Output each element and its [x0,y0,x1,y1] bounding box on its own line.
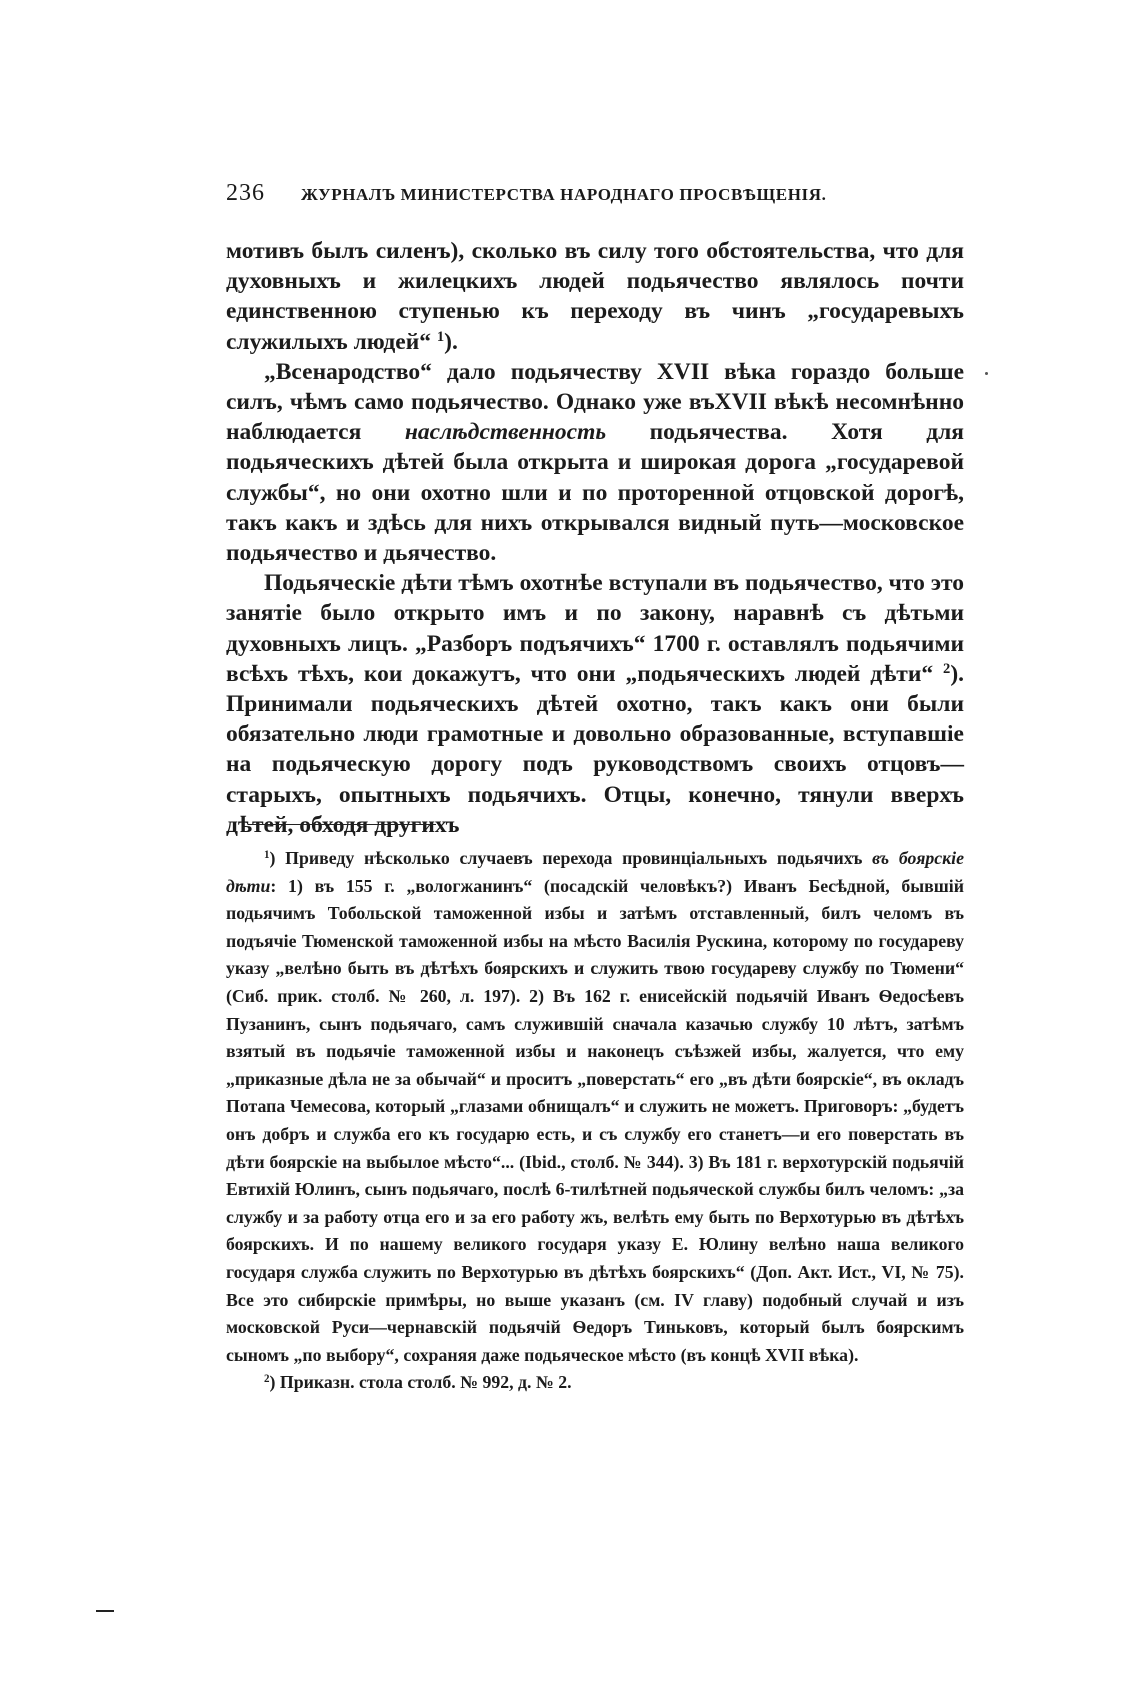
footnote-1-mark: 1 [264,848,270,861]
margin-speck [985,372,988,375]
footnote-1-emphasis: въ боярскіе дѣти [226,848,964,896]
footnote-1-text-a: ) Приведу нѣсколько случаевъ перехода провинціальныхъ подьячихъ [269,848,863,868]
footnote-1-text-b: : 1) въ 155 г. „вологжанинъ“ (посадскій человѣкъ?) Иванъ Бесѣдной, бывшій подьячимъ Тобольской таможенной избы и затѣмъ отставленный, билъ челомъ въ подъячіе Тюменской таможенной избы на мѣсто Василія Рускина, которому по государеву указу „велѣно быть въ дѣтѣхъ боярскихъ и служить твою государеву службу по Тюмени“ (Сиб. прик. столб. № 260, л. 197). 2) Въ 162 г. енисейскій подьячій Иванъ Ѳедосѣевъ Пузанинъ, сынъ подьячаго, самъ служившій сначала казачью службу 10 лѣтъ, затѣмъ взятый въ подьячіе таможенной избы и наконецъ съѣзжей избы, жалуется, что ему „приказные дѣла не за обычай“ и проситъ „поверстать“ его „въ дѣти боярскіе“, въ окладъ Потапа Чемесова, который „глазами обнищалъ“ и служить не можетъ. Приговоръ: „будетъ онъ добръ и служба его къ государю есть, и съ службу его станетъ—и его поверстать въ дѣти боярскіе на выбылое мѣсто“... (Ibid., столб. № 344). 3) Въ 181 г. верхотурскій подьячій Евтихій Юлинъ, сынъ подьячаго, послѣ 6-тилѣтней подьяческой службы билъ челомъ: „за службу и за работу отца его и за его работу жъ, велѣть ему быть по Верхотурью въ дѣтѣхъ боярскихъ. И по нашему великого государя указу Е. Юлину велѣно наша великого государя служба служить по Верхотурью въ дѣтѣхъ боярскихъ“ (Доп. Акт. Ист., VI, № 75). Все это сибирскіе примѣры, но выше указанъ (см. IV главу) подобный случай и изъ московской Руси—чернавскій подьячій Ѳедоръ Тиньковъ, который былъ боярскимъ сыномъ „по выбору“, сохраняя даже подьяческое мѣсто (въ концѣ XVII вѣка). [226,875,964,1365]
paragraph-2-text-a: „Всенародство“ дало подьячеству XVII вѣка гораздо больше силъ, чѣмъ само подьячество. Однако уже въXVII вѣкѣ несомнѣнно наблюдается [226,358,964,446]
paragraph-2 [226,357,964,568]
paragraph-1-end: ). [444,328,458,355]
paragraph-2-text-b: подьячества. Хотя для подьяческихъ дѣтей была открыта и широкая дорога „государевой службы“, но они охотно шли и по проторенной отцовской дорогѣ, такъ какъ и здѣсь для нихъ открывался видный путь—московское подьячество и дьячество. [226,419,965,567]
paragraph-3 [226,568,964,840]
paragraph-2-emphasis: наслѣдственность [404,419,607,446]
body-text [226,236,964,840]
footnote-separator [248,824,436,825]
page-number: 236 [226,180,265,206]
page-header [226,180,966,212]
footnote-2 [226,1369,964,1397]
paragraph-3-text-a: Подьяческіе дѣти тѣмъ охотнѣе вступали въ подьячество, что это занятіе было открыто имъ и по закону, наравнѣ съ дѣтьми духовныхъ лицъ. „Разборъ подъячихъ“ 1700 г. оставлялъ подьячими всѣхъ тѣхъ, кои докажутъ, что они „подьяческихъ людей дѣти“ [226,570,964,687]
paragraph-1 [226,236,964,357]
running-head: ЖУРНАЛЪ МИНИСТЕРСТВА НАРОДНАГО ПРОСВѢЩЕНІЯ. [301,185,827,204]
footnote-2-mark: 2 [264,1373,270,1386]
paragraph-3-text-b: ). Принимали подьяческихъ дѣтей охотно, такъ какъ они были обязательно люди грамотные и довольно образованные, вступавшіе на подьяческую дорогу подъ руководствомъ своихъ отцовъ—старыхъ, опытныхъ подьячихъ. Отцы, конечно, тянули вверхъ дѣтей, обходя другихъ [226,660,965,838]
scan-edge-mark [96,1610,114,1612]
footnote-2-text: ) Приказн. стола столб. № 992, д. № 2. [269,1372,572,1393]
footnote-1 [226,845,964,1369]
footnote-ref-2: 2 [943,660,951,677]
footnotes [226,845,964,1397]
footnote-ref-1: 1 [436,328,445,345]
paragraph-1-text: мотивъ былъ силенъ), сколько въ силу того обстоятельства, что для духовныхъ и жилецкихъ людей подьячество являлось почти единственною ступенью къ переходу въ чинъ „государевыхъ служилыхъ людей“ [226,238,964,355]
